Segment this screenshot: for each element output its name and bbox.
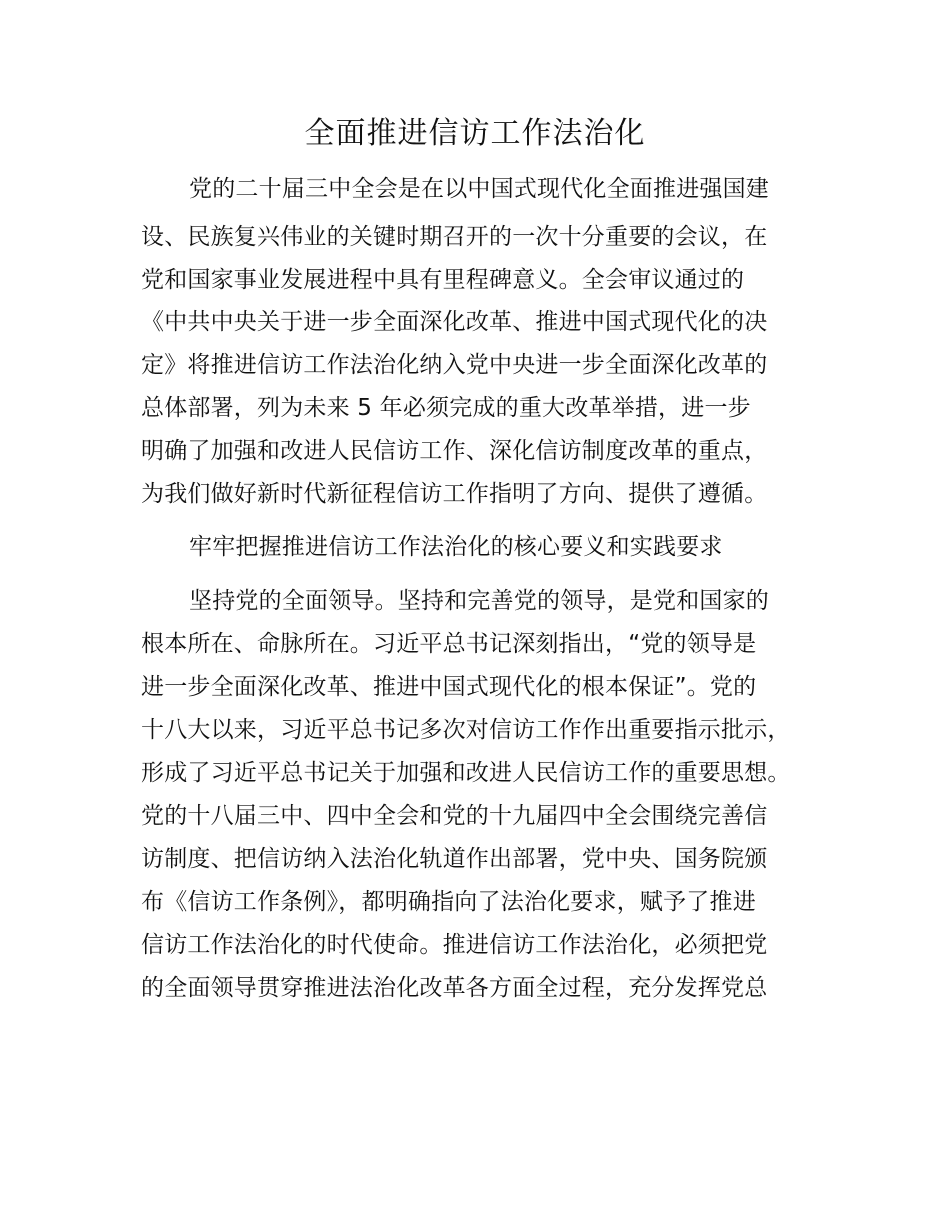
paragraph-line: 访制度、把信访纳入法治化轨道作出部署，党中央、国务院颁 xyxy=(141,846,768,872)
paragraph-line: 布《信访工作条例》，都明确指向了法治化要求，赋予了推进 xyxy=(141,889,756,915)
document-title: 全面推进信访工作法治化 xyxy=(304,116,646,151)
paragraph-line: 党的二十届三中全会是在以中国式现代化全面推进强国建 xyxy=(189,176,769,202)
section-heading: 牢牢把握推进信访工作法治化的核心要义和实践要求 xyxy=(189,534,723,560)
paragraph-line: 明确了加强和改进人民信访工作、深化信访制度改革的重点， xyxy=(141,438,768,464)
paragraph-line: 十八大以来，习近平总书记多次对信访工作作出重要指示批示， xyxy=(141,717,791,743)
paragraph-line: 总体部署，列为未来 5 年必须完成的重大改革举措，进一步 xyxy=(141,395,751,421)
paragraph-line: 党的十八届三中、四中全会和党的十九届四中全会围绕完善信 xyxy=(141,803,768,829)
paragraph-line: 坚持党的全面领导。坚持和完善党的领导，是党和国家的 xyxy=(189,588,769,614)
paragraph-line: 根本所在、命脉所在。习近平总书记深刻指出，“党的领导是 xyxy=(141,631,757,657)
paragraph-line: 进一步全面深化改革、推进中国式现代化的根本保证”。党的 xyxy=(141,674,757,700)
paragraph-line: 信访工作法治化的时代使命。推进信访工作法治化，必须把党 xyxy=(141,932,768,958)
paragraph-line: 的全面领导贯穿推进法治化改革各方面全过程，充分发挥党总 xyxy=(141,975,768,1001)
paragraph-line: 形成了习近平总书记关于加强和改进人民信访工作的重要思想。 xyxy=(141,760,791,786)
paragraph-line: 《中共中央关于进一步全面深化改革、推进中国式现代化的决 xyxy=(141,309,768,335)
paragraph-line: 为我们做好新时代新征程信访工作指明了方向、提供了遵循。 xyxy=(141,481,768,507)
paragraph-line: 设、民族复兴伟业的关键时期召开的一次十分重要的会议，在 xyxy=(141,224,768,250)
paragraph-line: 定》将推进信访工作法治化纳入党中央进一步全面深化改革的 xyxy=(141,352,768,378)
paragraph-line: 党和国家事业发展进程中具有里程碑意义。全会审议通过的 xyxy=(141,267,745,293)
